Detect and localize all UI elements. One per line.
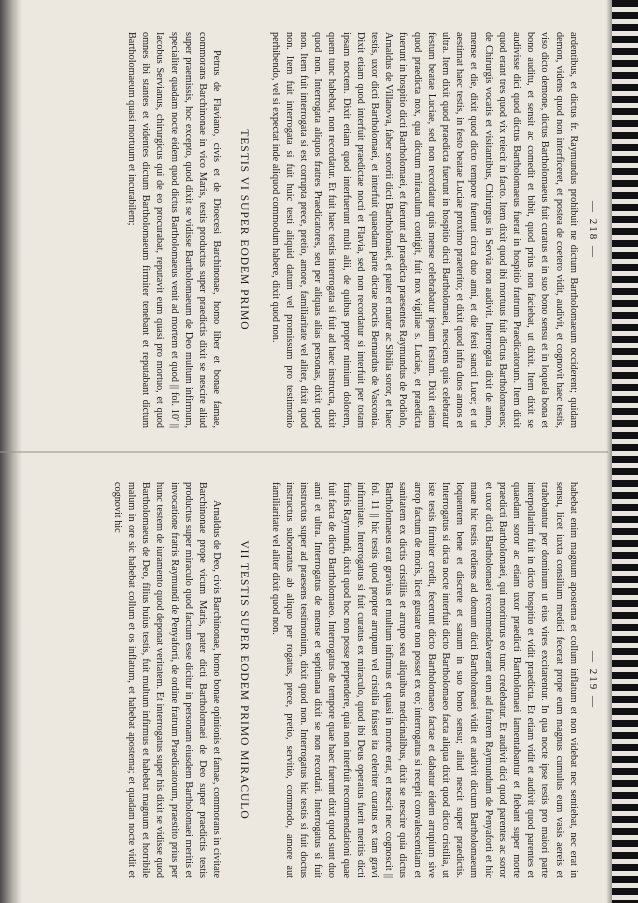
- section-heading: TESTIS VI SUPER EODEM PRIMO: [238, 129, 251, 331]
- page-divider: [0, 451, 608, 453]
- paragraph: ardentibus, et dictus fr. Raymundus prohibuit ne dictum Bartholomaeum occiderent; quidam demon, videns quod non interficeret, et postea de coetero vidit, audivit, et cognovit haec testis, viso dicto demone, dictus Bartholomaeus fuit curatus et in suo bono sensu et in loquela bona et bono auditu, et sensit ac comedit et bibit, quod prius non faciebat, ut dixit. Item dixit se audivisse dici quod dictus Bartholomaeus fuerat in hospitio fratrum Praedicatorum. Item dixit quod erant tres quod vix reiecit in facto. Item dixit quod ibi mortuus fuit dictus Bartholomaeus; de Chirurgis vocatis et visitantibus, Chirurgus in Servia non audivit. Interrogata dixit de anno, mense et die, dixit quod dicto tempore fuerunt circa duo anni, et die festi sancti Luce; et ut aestimat haec testis, in festo beatae Luciae proximo praeterito; et dixit quod infra duos annos et ultra. Item dixit quod praedicta fuerunt in hospitio dicti Bartholomaei, nesciens quis celebratur festum beatae Luciae, sed non recordatur quis mense celebrabatur ipsum festum. Dixit etiam quod praedicta nox, qua dictum miraculum contigit, fuit nox vigiliae s. Luciae, et praedicta fuerunt in hospitio dicti Bartholomaei, et fuerunt ad praedicta praesentes Raymundus de Podiolo, Arnaldus de Villanova, faber sororii dicti Bartholomaei, et pater et mater ac Sibilia soror, et haec testis, uxor dicti Bartholomaei, et interfuit quaedam parte dictae noctis Bernardus de Vasconia. Dixit etiam quod interfuit praedictae nocti et Flavia, sed non recordatur si interfuit per totam ipsam noctem. Dixit etiam quod interfuerunt multi alii, de quibus propter nimium dolorem, quem tunc habebat, non recordatur. Et fuit haec testis interrogata si fuit ad haec instructa, dixit quod non. Interrogata aliquos fratres Praedicatores, seu per aliquas alias personas, dixit quod non. Item fuit interrogata si est corrupta prece, pretio, amore, familiaritate vel aliter, dixit quod non. Item fuit interrogata si fuit huic testi aliquid datum vel promissum pro testimonio perhibendo, vel si expectat inde aliquod commodum habere, dixit quod non.: [269, 32, 579, 428]
- page-218-area: [24, 18, 606, 438]
- paragraph: Arnaldus de Deo, civis Barchinonae, homo bonae opinionis et famae, commorans in civitate Barchinonae prope vicum Maris, pater dicti Bartholomaei de Deo super praedictis testis productus super miraculo quod factum esse dicitur in personam eiusdem Bartholomaei meritis et invocatione fratris Raymundi de Penyaforti, de ordine fratrum Praedicatorum, praestito prius per hunc testem de iuramento quod deponat veritatem. Et interrogatus super his dixit se vidisse quod Bartholomaeus de Deo, filius huius testis, fuit multum infirmus et habebat magnum et horribile malum in ore sic habebat collum et os inflatum, et habebat apostema; et quadam nocte vidit et cognovit hic: [111, 482, 223, 878]
- spiral-binding: [612, 0, 638, 903]
- section-heading: VII TESTIS SUPER EODEM PRIMO MIRACULO: [238, 540, 251, 820]
- paragraph: habebat enim magnum apostema et collum inflatum et non videbat nec sentiebat, nec erat in sensu, licet iuxta consilium medici fecerat prope eum magnus cumulus eum vasis aereis et trahebantur per dominum ut eius vires excitarentur. In qua nocte ipse testis pro maiori parte interpollatim fuit in dicto hospitio et vidit praedicta. Et etiam vidit et audivit quod parentes et quaedam soror ac etiam uxor praedicti Bartholomaei lamentabantur et flebant super morte praedicti Bartholomaei, qui moriturus eo tunc credebatur. Et audivit dici quod parentes ac soror et uxor dicti Bartholomaei recommendaverant eum ad fratrem Raymundum de Penyaforti et hic mane hic testis rediens ad domum dicti Bartholomaei vidit et audivit dictum Bartholomaeum loquentem bene et discrete et sanum in suo bono sensu; aliud nescit super praedictis. Interrogatus si dicta nocte interfuit dicto Bartholomaeo facta aliqua dixit quod dicto cristilia, ut iste testis firmiter credit, fecerunt dicto Bartholomaeo factae et dabatur eidem arrupium sive arrop factum de moris, licet gustare non posset ex eo; interrogatus si recepit convalescentiam et sanitatem ex dictis cristiliis et arrupo seu aliquibus medicinalibus, dixit se nescire quia dictus Bartholomaeus erat gravius et multum infirmus et quasi in morte erat, et nescit nec cognoscit || fol. 11 || hic testis quod propter arrupum vel cristilia fuisset ita celeriter curatus ex tam gravi infirmitate. Interrogatus si fuit curatus ex miraculo, quod ibi Deus operatus fuerit meritis dicti fratris Raymundi, dixit quod hoc non posse perpendere, quia non interfuit recommendationi quae fuit facta de dicto Bartholomaeo. Interrogatus de tempore quae haec fuerunt dixit quod sunt duo anni et ultra. Interrogatus de mense et septimana dixit se non recordari. Interrogatus si fuit instructus super ad praesens testimonium, dixit quod non. Interrogatus hic testis si fuit doctus instructus subornatus ab aliquo per rogatus, prece, pretio, servitio, commodo, amore aut familiaritate vel aliter dixit quod non.: [269, 482, 579, 878]
- page-number: — 219 —: [587, 651, 599, 709]
- page-218: [24, 18, 606, 438]
- paragraph: Petrus de Flaviano, civis et de Dioecesi Barchinonae, homo liber et bonae famae, commorans Barchinonae in vico Maris, testis productus super praedictis dixit se nescire aliud super praemissis, hoc excepto, quod dixit se vidisse Bartholomaeum de Deo multum infirmum, specialiter quadam nocte eidem quod dictus Bartholomaeus venit ad mortem et quod || fol. 10' || Iacobus Servianus, chirurgicus qui de eo procurabat, reputavit eum quasi pro mortuo, et quod omnes ibi stantes et videntes dictum Bartholomaeum firmiter tenebant et reputabant dictum Bartholomaeum quasi mortuum et incurabilem;: [125, 32, 223, 428]
- page-219: [24, 468, 606, 888]
- page-number: — 218 —: [587, 201, 599, 259]
- page-219-area: [24, 468, 606, 888]
